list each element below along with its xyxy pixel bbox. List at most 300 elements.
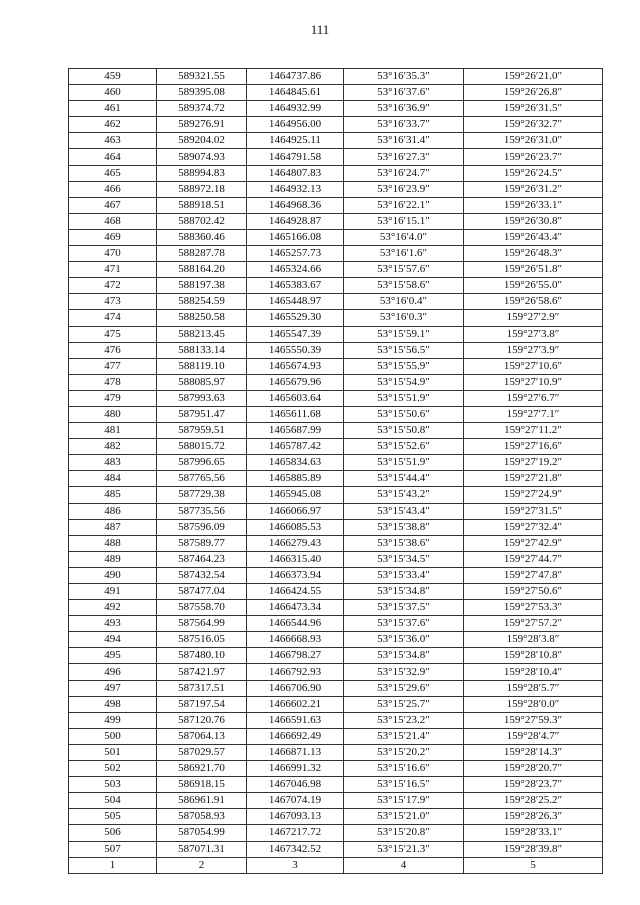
x-coordinate-cell: 587729.38	[157, 487, 247, 503]
x-coordinate-cell: 588918.51	[157, 197, 247, 213]
table-row	[69, 744, 603, 760]
point-number-cell: 492	[69, 600, 157, 616]
longitude-cell: 159°28′4.7″	[464, 728, 603, 744]
y-coordinate-cell: 1466602.21	[247, 696, 344, 712]
table-row	[69, 229, 603, 245]
longitude-cell: 159°27′42.9″	[464, 535, 603, 551]
longitude-cell: 159°26′51.8″	[464, 262, 603, 278]
y-coordinate-cell: 1465529.30	[247, 310, 344, 326]
y-coordinate-cell: 1465679.96	[247, 374, 344, 390]
latitude-cell: 53°15′58.6″	[344, 278, 464, 294]
latitude-cell: 53°15′32.9″	[344, 664, 464, 680]
latitude-cell: 53°15′21.3″	[344, 841, 464, 857]
point-number-cell: 501	[69, 744, 157, 760]
latitude-cell: 53°15′38.6″	[344, 535, 464, 551]
x-coordinate-cell: 587317.51	[157, 680, 247, 696]
column-number-cell: 2	[157, 857, 247, 873]
point-number-cell: 481	[69, 423, 157, 439]
longitude-cell: 159°27′47.8″	[464, 567, 603, 583]
y-coordinate-cell: 1465324.66	[247, 262, 344, 278]
latitude-cell: 53°15′38.8″	[344, 519, 464, 535]
x-coordinate-cell: 588197.38	[157, 278, 247, 294]
point-number-cell: 473	[69, 294, 157, 310]
x-coordinate-cell: 589204.02	[157, 133, 247, 149]
y-coordinate-cell: 1466279.43	[247, 535, 344, 551]
point-number-cell: 488	[69, 535, 157, 551]
table-row	[69, 696, 603, 712]
point-number-cell: 466	[69, 181, 157, 197]
point-number-cell: 461	[69, 101, 157, 117]
point-number-cell: 507	[69, 841, 157, 857]
table-row	[69, 825, 603, 841]
table-row	[69, 310, 603, 326]
longitude-cell: 159°28′10.8″	[464, 648, 603, 664]
y-coordinate-cell: 1464956.00	[247, 117, 344, 133]
x-coordinate-cell: 587058.93	[157, 809, 247, 825]
x-coordinate-cell: 586918.15	[157, 777, 247, 793]
point-number-cell: 468	[69, 213, 157, 229]
point-number-cell: 485	[69, 487, 157, 503]
x-coordinate-cell: 586921.70	[157, 761, 247, 777]
y-coordinate-cell: 1466085.53	[247, 519, 344, 535]
latitude-cell: 53°15′34.8″	[344, 648, 464, 664]
longitude-cell: 159°28′3.8″	[464, 632, 603, 648]
x-coordinate-cell: 588133.14	[157, 342, 247, 358]
point-number-cell: 505	[69, 809, 157, 825]
longitude-cell: 159°27′59.3″	[464, 712, 603, 728]
longitude-cell: 159°27′53.3″	[464, 600, 603, 616]
longitude-cell: 159°27′50.6″	[464, 584, 603, 600]
table-row	[69, 181, 603, 197]
latitude-cell: 53°16′4.0″	[344, 229, 464, 245]
longitude-cell: 159°27′57.2″	[464, 616, 603, 632]
x-coordinate-cell: 588119.10	[157, 358, 247, 374]
y-coordinate-cell: 1466544.96	[247, 616, 344, 632]
x-coordinate-cell: 589321.55	[157, 69, 247, 85]
longitude-cell: 159°28′33.1″	[464, 825, 603, 841]
y-coordinate-cell: 1466798.27	[247, 648, 344, 664]
latitude-cell: 53°16′22.1″	[344, 197, 464, 213]
table-row	[69, 648, 603, 664]
latitude-cell: 53°15′37.5″	[344, 600, 464, 616]
table-row	[69, 712, 603, 728]
table-row	[69, 519, 603, 535]
x-coordinate-cell: 588250.58	[157, 310, 247, 326]
latitude-cell: 53°15′16.6″	[344, 761, 464, 777]
longitude-cell: 159°26′48.3″	[464, 246, 603, 262]
y-coordinate-cell: 1465611.68	[247, 406, 344, 422]
latitude-cell: 53°15′43.4″	[344, 503, 464, 519]
x-coordinate-cell: 587421.97	[157, 664, 247, 680]
latitude-cell: 53°15′29.6″	[344, 680, 464, 696]
x-coordinate-cell: 587959.51	[157, 423, 247, 439]
y-coordinate-cell: 1466315.40	[247, 551, 344, 567]
longitude-cell: 159°27′21.8″	[464, 471, 603, 487]
point-number-cell: 497	[69, 680, 157, 696]
latitude-cell: 53°15′21.4″	[344, 728, 464, 744]
x-coordinate-cell: 587765.56	[157, 471, 247, 487]
y-coordinate-cell: 1465383.67	[247, 278, 344, 294]
table-row	[69, 342, 603, 358]
longitude-cell: 159°28′20.7″	[464, 761, 603, 777]
x-coordinate-cell: 587480.10	[157, 648, 247, 664]
table-row	[69, 809, 603, 825]
latitude-cell: 53°15′51.9″	[344, 455, 464, 471]
x-coordinate-cell: 587477.04	[157, 584, 247, 600]
y-coordinate-cell: 1464932.99	[247, 101, 344, 117]
x-coordinate-cell: 587564.99	[157, 616, 247, 632]
y-coordinate-cell: 1465603.64	[247, 390, 344, 406]
y-coordinate-cell: 1465547.39	[247, 326, 344, 342]
latitude-cell: 53°16′24.7″	[344, 165, 464, 181]
table-row	[69, 503, 603, 519]
latitude-cell: 53°15′43.2″	[344, 487, 464, 503]
y-coordinate-cell: 1465945.08	[247, 487, 344, 503]
table-row	[69, 85, 603, 101]
point-number-cell: 464	[69, 149, 157, 165]
table-row	[69, 374, 603, 390]
table-row	[69, 664, 603, 680]
table-row	[69, 326, 603, 342]
table-row	[69, 423, 603, 439]
table-row	[69, 213, 603, 229]
y-coordinate-cell: 1464968.36	[247, 197, 344, 213]
x-coordinate-cell: 587558.70	[157, 600, 247, 616]
column-numbering-row	[69, 857, 603, 873]
table-row	[69, 455, 603, 471]
y-coordinate-cell: 1464928.87	[247, 213, 344, 229]
point-number-cell: 493	[69, 616, 157, 632]
y-coordinate-cell: 1464807.83	[247, 165, 344, 181]
x-coordinate-cell: 588972.18	[157, 181, 247, 197]
longitude-cell: 159°27′24.9″	[464, 487, 603, 503]
y-coordinate-cell: 1465550.39	[247, 342, 344, 358]
point-number-cell: 477	[69, 358, 157, 374]
y-coordinate-cell: 1465674.93	[247, 358, 344, 374]
table-row	[69, 69, 603, 85]
point-number-cell: 504	[69, 793, 157, 809]
table-row	[69, 487, 603, 503]
x-coordinate-cell: 587064.13	[157, 728, 247, 744]
y-coordinate-cell: 1464737.86	[247, 69, 344, 85]
x-coordinate-cell: 587071.31	[157, 841, 247, 857]
y-coordinate-cell: 1467074.19	[247, 793, 344, 809]
latitude-cell: 53°15′44.4″	[344, 471, 464, 487]
point-number-cell: 476	[69, 342, 157, 358]
y-coordinate-cell: 1467046.98	[247, 777, 344, 793]
y-coordinate-cell: 1465834.63	[247, 455, 344, 471]
y-coordinate-cell: 1466792.93	[247, 664, 344, 680]
y-coordinate-cell: 1465257.73	[247, 246, 344, 262]
latitude-cell: 53°15′54.9″	[344, 374, 464, 390]
y-coordinate-cell: 1466706.90	[247, 680, 344, 696]
longitude-cell: 159°27′32.4″	[464, 519, 603, 535]
latitude-cell: 53°15′34.5″	[344, 551, 464, 567]
latitude-cell: 53°16′37.6″	[344, 85, 464, 101]
y-coordinate-cell: 1465787.42	[247, 439, 344, 455]
y-coordinate-cell: 1466668.93	[247, 632, 344, 648]
longitude-cell: 159°27′2.9″	[464, 310, 603, 326]
longitude-cell: 159°26′31.0″	[464, 133, 603, 149]
x-coordinate-cell: 587596.09	[157, 519, 247, 535]
x-coordinate-cell: 587993.63	[157, 390, 247, 406]
x-coordinate-cell: 589374.72	[157, 101, 247, 117]
longitude-cell: 159°27′16.6″	[464, 439, 603, 455]
y-coordinate-cell: 1466591.63	[247, 712, 344, 728]
column-number-cell: 3	[247, 857, 344, 873]
point-number-cell: 475	[69, 326, 157, 342]
table-row	[69, 133, 603, 149]
point-number-cell: 498	[69, 696, 157, 712]
latitude-cell: 53°16′0.4″	[344, 294, 464, 310]
point-number-cell: 490	[69, 567, 157, 583]
latitude-cell: 53°15′50.6″	[344, 406, 464, 422]
column-number-cell: 1	[69, 857, 157, 873]
table-row	[69, 761, 603, 777]
longitude-cell: 159°26′43.4″	[464, 229, 603, 245]
longitude-cell: 159°28′14.3″	[464, 744, 603, 760]
table-row	[69, 117, 603, 133]
latitude-cell: 53°15′55.9″	[344, 358, 464, 374]
x-coordinate-cell: 588287.78	[157, 246, 247, 262]
table-row	[69, 246, 603, 262]
longitude-cell: 159°26′26.8″	[464, 85, 603, 101]
latitude-cell: 53°16′33.7″	[344, 117, 464, 133]
point-number-cell: 463	[69, 133, 157, 149]
x-coordinate-cell: 587029.57	[157, 744, 247, 760]
table-row	[69, 165, 603, 181]
latitude-cell: 53°15′20.2″	[344, 744, 464, 760]
longitude-cell: 159°26′31.5″	[464, 101, 603, 117]
longitude-cell: 159°26′31.2″	[464, 181, 603, 197]
x-coordinate-cell: 587432.54	[157, 567, 247, 583]
table-row	[69, 535, 603, 551]
point-number-cell: 482	[69, 439, 157, 455]
latitude-cell: 53°15′56.5″	[344, 342, 464, 358]
y-coordinate-cell: 1465687.99	[247, 423, 344, 439]
point-number-cell: 467	[69, 197, 157, 213]
longitude-cell: 159°28′26.3″	[464, 809, 603, 825]
table-row	[69, 278, 603, 294]
table-row	[69, 616, 603, 632]
x-coordinate-cell: 588015.72	[157, 439, 247, 455]
x-coordinate-cell: 589395.08	[157, 85, 247, 101]
point-number-cell: 484	[69, 471, 157, 487]
point-number-cell: 500	[69, 728, 157, 744]
x-coordinate-cell: 587735.56	[157, 503, 247, 519]
longitude-cell: 159°27′3.9″	[464, 342, 603, 358]
point-number-cell: 471	[69, 262, 157, 278]
point-number-cell: 465	[69, 165, 157, 181]
point-number-cell: 470	[69, 246, 157, 262]
latitude-cell: 53°16′27.3″	[344, 149, 464, 165]
latitude-cell: 53°15′34.8″	[344, 584, 464, 600]
point-number-cell: 486	[69, 503, 157, 519]
point-number-cell: 480	[69, 406, 157, 422]
page-number: 111	[310, 22, 330, 37]
coordinates-table	[68, 68, 603, 874]
x-coordinate-cell: 587054.99	[157, 825, 247, 841]
longitude-cell: 159°26′24.5″	[464, 165, 603, 181]
longitude-cell: 159°26′33.1″	[464, 197, 603, 213]
x-coordinate-cell: 588254.59	[157, 294, 247, 310]
longitude-cell: 159°28′10.4″	[464, 664, 603, 680]
latitude-cell: 53°15′57.6″	[344, 262, 464, 278]
x-coordinate-cell: 587951.47	[157, 406, 247, 422]
y-coordinate-cell: 1464791.58	[247, 149, 344, 165]
longitude-cell: 159°27′11.2″	[464, 423, 603, 439]
longitude-cell: 159°26′32.7″	[464, 117, 603, 133]
x-coordinate-cell: 589276.91	[157, 117, 247, 133]
longitude-cell: 159°27′7.1″	[464, 406, 603, 422]
latitude-cell: 53°16′31.4″	[344, 133, 464, 149]
longitude-cell: 159°28′39.8″	[464, 841, 603, 857]
x-coordinate-cell: 589074.93	[157, 149, 247, 165]
table-row	[69, 793, 603, 809]
point-number-cell: 459	[69, 69, 157, 85]
y-coordinate-cell: 1466692.49	[247, 728, 344, 744]
latitude-cell: 53°15′20.8″	[344, 825, 464, 841]
latitude-cell: 53°15′50.8″	[344, 423, 464, 439]
latitude-cell: 53°15′17.9″	[344, 793, 464, 809]
longitude-cell: 159°27′10.9″	[464, 374, 603, 390]
y-coordinate-cell: 1466991.32	[247, 761, 344, 777]
longitude-cell: 159°26′58.6″	[464, 294, 603, 310]
longitude-cell: 159°26′23.7″	[464, 149, 603, 165]
point-number-cell: 462	[69, 117, 157, 133]
x-coordinate-cell: 588994.83	[157, 165, 247, 181]
longitude-cell: 159°27′3.8″	[464, 326, 603, 342]
x-coordinate-cell: 588360.46	[157, 229, 247, 245]
x-coordinate-cell: 588085.97	[157, 374, 247, 390]
table-row	[69, 777, 603, 793]
longitude-cell: 159°26′30.8″	[464, 213, 603, 229]
longitude-cell: 159°28′23.7″	[464, 777, 603, 793]
y-coordinate-cell: 1465448.97	[247, 294, 344, 310]
table-row	[69, 584, 603, 600]
latitude-cell: 53°16′1.6″	[344, 246, 464, 262]
y-coordinate-cell: 1464932.13	[247, 181, 344, 197]
longitude-cell: 159°27′19.2″	[464, 455, 603, 471]
table-row	[69, 149, 603, 165]
latitude-cell: 53°16′0.3″	[344, 310, 464, 326]
table-row	[69, 680, 603, 696]
point-number-cell: 506	[69, 825, 157, 841]
point-number-cell: 472	[69, 278, 157, 294]
longitude-cell: 159°28′0.0″	[464, 696, 603, 712]
longitude-cell: 159°27′6.7″	[464, 390, 603, 406]
point-number-cell: 499	[69, 712, 157, 728]
latitude-cell: 53°15′59.1″	[344, 326, 464, 342]
point-number-cell: 489	[69, 551, 157, 567]
point-number-cell: 478	[69, 374, 157, 390]
x-coordinate-cell: 586961.91	[157, 793, 247, 809]
table-row	[69, 406, 603, 422]
longitude-cell: 159°27′10.6″	[464, 358, 603, 374]
table-row	[69, 439, 603, 455]
latitude-cell: 53°15′25.7″	[344, 696, 464, 712]
x-coordinate-cell: 587197.54	[157, 696, 247, 712]
table-row	[69, 358, 603, 374]
longitude-cell: 159°26′21.0″	[464, 69, 603, 85]
y-coordinate-cell: 1464845.61	[247, 85, 344, 101]
y-coordinate-cell: 1465166.08	[247, 229, 344, 245]
table-row	[69, 471, 603, 487]
latitude-cell: 53°15′37.6″	[344, 616, 464, 632]
point-number-cell: 479	[69, 390, 157, 406]
longitude-cell: 159°28′25.2″	[464, 793, 603, 809]
table-row	[69, 600, 603, 616]
latitude-cell: 53°15′52.6″	[344, 439, 464, 455]
table-row	[69, 567, 603, 583]
x-coordinate-cell: 587120.76	[157, 712, 247, 728]
table-row	[69, 551, 603, 567]
x-coordinate-cell: 588702.42	[157, 213, 247, 229]
y-coordinate-cell: 1466473.34	[247, 600, 344, 616]
y-coordinate-cell: 1467342.52	[247, 841, 344, 857]
longitude-cell: 159°27′31.5″	[464, 503, 603, 519]
point-number-cell: 503	[69, 777, 157, 793]
table-row	[69, 841, 603, 857]
latitude-cell: 53°15′33.4″	[344, 567, 464, 583]
latitude-cell: 53°16′23.9″	[344, 181, 464, 197]
table-row	[69, 262, 603, 278]
table-row	[69, 101, 603, 117]
x-coordinate-cell: 588213.45	[157, 326, 247, 342]
longitude-cell: 159°26′55.0″	[464, 278, 603, 294]
point-number-cell: 474	[69, 310, 157, 326]
x-coordinate-cell: 587589.77	[157, 535, 247, 551]
latitude-cell: 53°15′36.0″	[344, 632, 464, 648]
table-row	[69, 632, 603, 648]
y-coordinate-cell: 1466373.94	[247, 567, 344, 583]
point-number-cell: 469	[69, 229, 157, 245]
y-coordinate-cell: 1465885.89	[247, 471, 344, 487]
column-number-cell: 4	[344, 857, 464, 873]
x-coordinate-cell: 587996.65	[157, 455, 247, 471]
x-coordinate-cell: 587464.23	[157, 551, 247, 567]
latitude-cell: 53°15′16.5″	[344, 777, 464, 793]
point-number-cell: 494	[69, 632, 157, 648]
table-row	[69, 197, 603, 213]
column-number-cell: 5	[464, 857, 603, 873]
point-number-cell: 487	[69, 519, 157, 535]
table-row	[69, 390, 603, 406]
point-number-cell: 483	[69, 455, 157, 471]
point-number-cell: 495	[69, 648, 157, 664]
point-number-cell: 491	[69, 584, 157, 600]
y-coordinate-cell: 1464925.11	[247, 133, 344, 149]
longitude-cell: 159°27′44.7″	[464, 551, 603, 567]
point-number-cell: 460	[69, 85, 157, 101]
latitude-cell: 53°16′36.9″	[344, 101, 464, 117]
latitude-cell: 53°16′35.3″	[344, 69, 464, 85]
y-coordinate-cell: 1466871.13	[247, 744, 344, 760]
point-number-cell: 496	[69, 664, 157, 680]
x-coordinate-cell: 588164.20	[157, 262, 247, 278]
latitude-cell: 53°16′15.1″	[344, 213, 464, 229]
y-coordinate-cell: 1466066.97	[247, 503, 344, 519]
latitude-cell: 53°15′21.0″	[344, 809, 464, 825]
y-coordinate-cell: 1467217.72	[247, 825, 344, 841]
x-coordinate-cell: 587516.05	[157, 632, 247, 648]
latitude-cell: 53°15′23.2″	[344, 712, 464, 728]
point-number-cell: 502	[69, 761, 157, 777]
y-coordinate-cell: 1467093.13	[247, 809, 344, 825]
table-row	[69, 294, 603, 310]
y-coordinate-cell: 1466424.55	[247, 584, 344, 600]
longitude-cell: 159°28′5.7″	[464, 680, 603, 696]
